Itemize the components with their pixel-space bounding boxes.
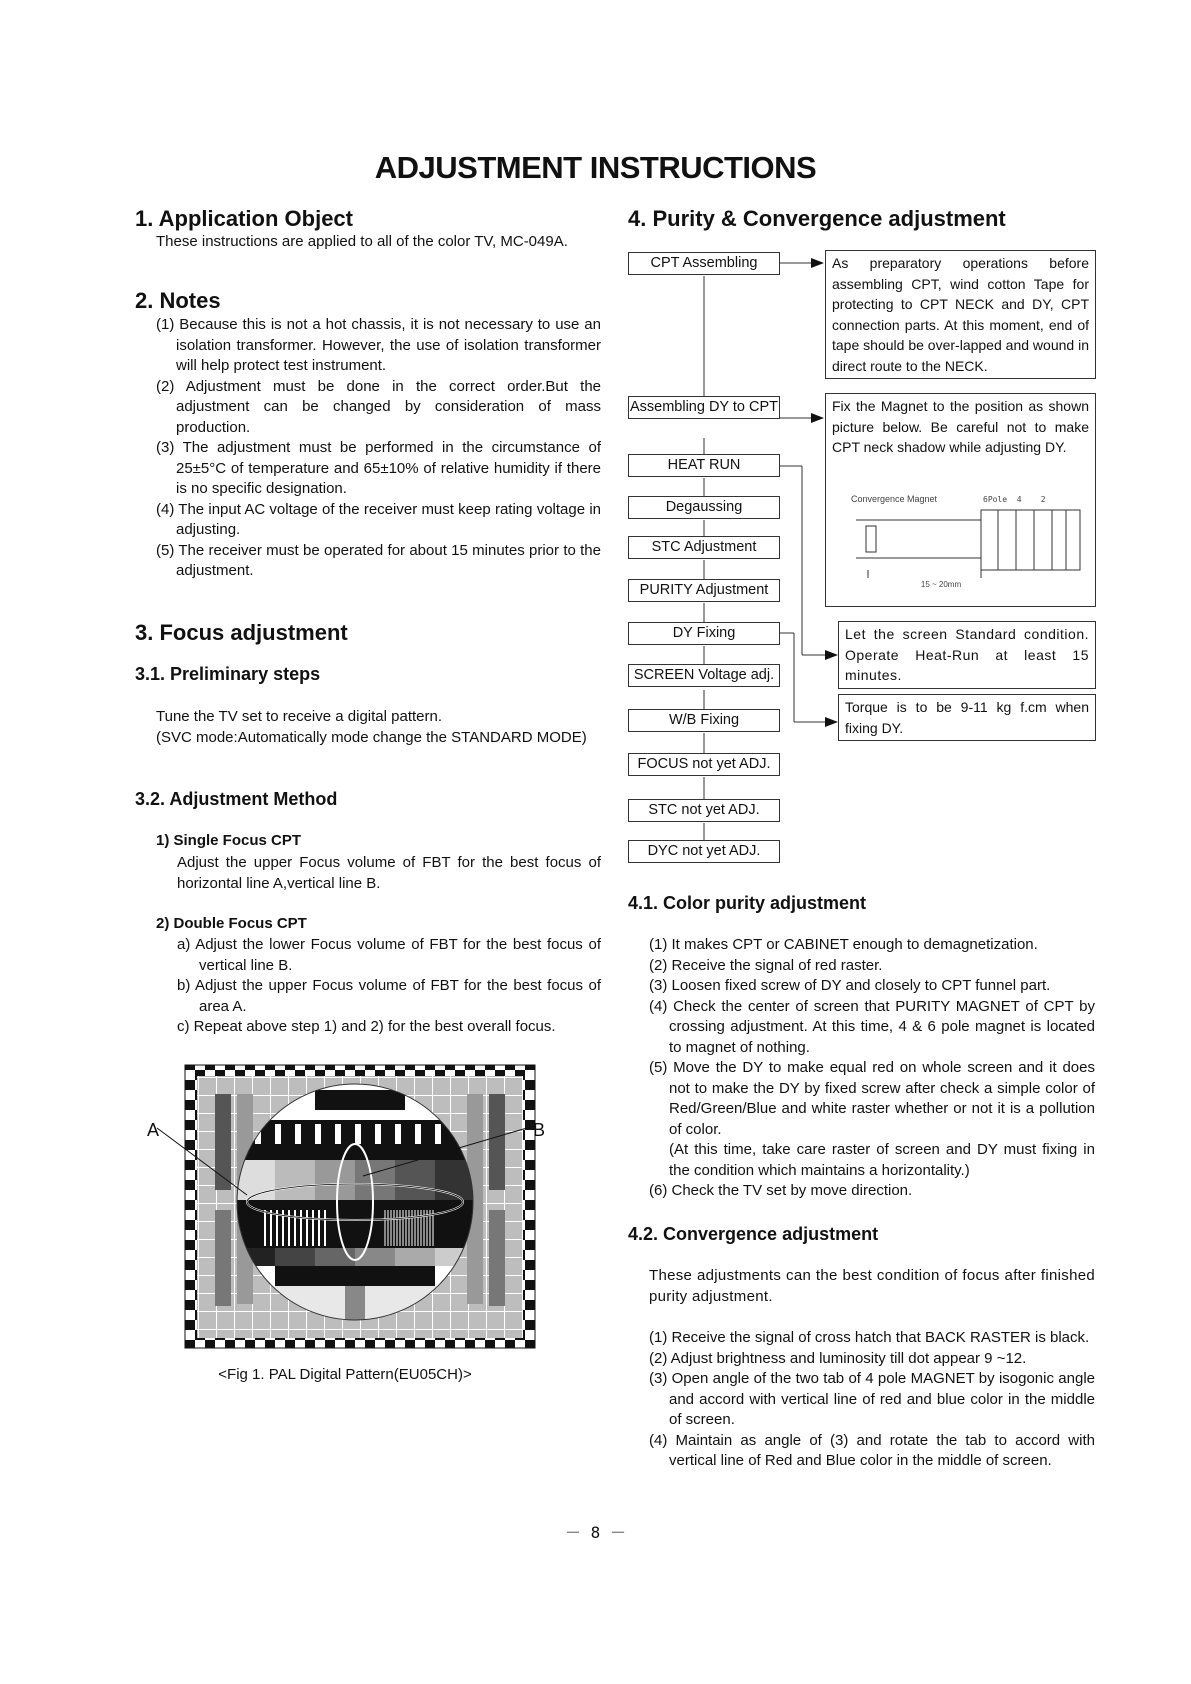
magnet-label: Convergence Magnet [851,494,938,504]
section-4-2-heading: 4.2. Convergence adjustment [628,1224,879,1244]
flow-step-heat-run: HEAT RUN [628,454,780,477]
double-focus-item: b) Adjust the upper Focus volume of FBT for the best focus of area A. [177,977,601,1015]
note-item: (1) Because this is not a hot chassis, it is not necessary to use an isolation transformer. However, the use of isolation transformer will help protect test instrument. [156,316,601,374]
flow-step-focus: FOCUS not yet ADJ. [628,753,780,776]
figure-label-b: B [533,1120,546,1140]
flow-step-dyc: DYC not yet ADJ. [628,840,780,863]
section-1-heading: 1. Application Object [135,206,353,231]
preliminary-line: Tune the TV set to receive a digital pattern. [156,708,442,725]
purity-item: (4) Check the center of screen that PURITY MAGNET of CPT by crossing adjustment. At this time, 4 & 6 pole magnet is located to magnet of nothing. [649,997,1095,1056]
double-focus-heading: 2) Double Focus CPT [156,915,307,932]
note-item: (3) The adjustment must be performed in the circumstance of 25±5°C of temperature and 65±10% of relative humidity if there is no specific designation. [156,439,601,497]
note-item: (2) Adjustment must be done in the correct order.But the adjustment can be changed by consideration of mass production. [156,377,601,436]
purity-item: (3) Loosen fixed screw of DY and closely to CPT funnel part. [649,977,1051,994]
preliminary-line: (SVC mode:Automatically mode change the STANDARD MODE) [156,728,587,746]
figure-caption: <Fig 1. PAL Digital Pattern(EU05CH)> [218,1366,472,1383]
note-box-heat-run: Let the screen Standard condition. Operate Heat-Run at least 15 minutes. [838,621,1096,689]
flow-step-degaussing: Degaussing [628,496,780,519]
flow-step-wb-fixing: W/B Fixing [628,709,780,732]
note-box-cpt-tape: As preparatory operations before assembling CPT, wind cotton Tape for protecting to CPT NECK and DY, CPT connection parts. At this moment, end of tape should be over-lapped and wound in direct route to the NECK. [825,250,1096,379]
section-1-text: These instructions are applied to all of the color TV, MC-049A. [156,233,568,250]
convergence-item: (3) Open angle of the two tab of 4 pole MAGNET by isogonic angle and accord with vertical line of red and blue color in the middle of screen. [649,1370,1095,1428]
section-4-1-heading: 4.1. Color purity adjustment [628,893,867,913]
convergence-intro: These adjustments can the best condition of focus after finished purity adjustment. [649,1267,1095,1305]
magnet-dimension: 15 ~ 20mm [920,580,962,589]
magnet-pole-label: 6Pole 4 2 [983,495,1046,504]
purity-item: (1) It makes CPT or CABINET enough to demagnetization. [649,936,1038,953]
purity-list [649,935,1095,1202]
purity-item: (2) Receive the signal of red raster. [649,956,883,974]
section-3-2-heading: 3.2. Adjustment Method [135,789,338,809]
convergence-magnet-diagram [826,508,1095,578]
convergence-item: (2) Adjust brightness and luminosity till dot appear 9 ~12. [649,1349,1027,1367]
magnet-note-text: Fix the Magnet to the position as shown picture below. Be careful not to make CPT neck shadow while adjusting DY. [832,398,1089,455]
flow-step-purity-adjustment: PURITY Adjustment [628,579,780,602]
section-3-1-heading: 3.1. Preliminary steps [135,664,321,684]
purity-item: (5) Move the DY to make equal red on whole screen and it does not to make the DY by fixed screw after check a simple color of Red/Green/Blue and white raster whether or not it is a pollution of color. [649,1059,1095,1138]
convergence-item: (1) Receive the signal of cross hatch that BACK RASTER is black. [649,1329,1090,1346]
single-focus-text: Adjust the upper Focus volume of FBT for the best focus of horizontal line A,vertical line B. [177,854,601,892]
convergence-list [649,1328,1095,1472]
flow-step-stc-adjustment: STC Adjustment [628,536,780,559]
note-box-magnet [825,393,1096,607]
double-focus-item: c) Repeat above step 1) and 2) for the best overall focus. [177,1018,556,1035]
note-box-torque: Torque is to be 9-11 kg f.cm when fixing DY. [838,694,1096,741]
single-focus-heading: 1) Single Focus CPT [156,832,302,849]
purity-item: (6) Check the TV set by move direction. [649,1182,913,1199]
note-item: (4) The input AC voltage of the receiver must keep rating voltage in adjusting. [156,500,601,538]
page-title: ADJUSTMENT INSTRUCTIONS [374,150,817,185]
flow-step-stc: STC not yet ADJ. [628,799,780,822]
page-number: － 8 － [565,1523,626,1542]
section-3-heading: 3. Focus adjustment [135,620,348,645]
flow-step-screen-voltage: SCREEN Voltage adj. [628,664,780,687]
section-2-heading: 2. Notes [135,288,221,313]
flow-step-dy-fixing: DY Fixing [628,622,780,645]
purity-item-note: (At this time, take care raster of screen and DY must fixing in the condition which maintains a horizontality.) [669,1141,1095,1179]
figure-label-a: A [147,1120,160,1140]
note-item: (5) The receiver must be operated for about 15 minutes prior to the adjustment. [156,541,601,579]
flow-step-assembling-dy: Assembling DY to CPT [628,396,780,419]
double-focus-list [177,935,601,1038]
pal-digital-pattern-figure [145,1060,565,1360]
section-4-heading: 4. Purity & Convergence adjustment [628,206,1006,231]
convergence-item: (4) Maintain as angle of (3) and rotate the tab to accord with vertical line of Red and Blue color in the middle of screen. [649,1431,1095,1469]
double-focus-item: a) Adjust the lower Focus volume of FBT for the best focus of vertical line B. [177,936,601,974]
flow-step-cpt-assembling: CPT Assembling [628,252,780,275]
